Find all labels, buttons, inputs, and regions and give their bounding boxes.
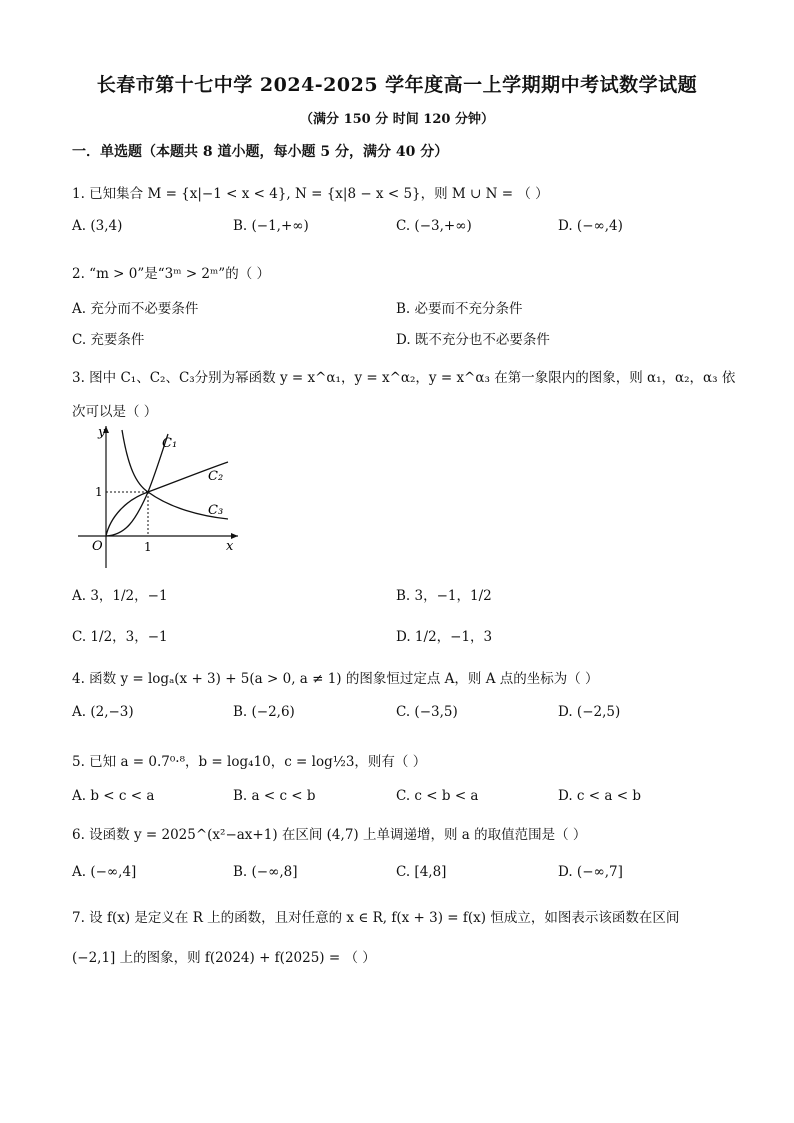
q1-option-d[interactable]: D. (−∞,4) — [558, 218, 623, 234]
q4-option-c[interactable]: C. (−3,5) — [396, 704, 458, 720]
y-axis-label: y — [98, 425, 106, 440]
exam-title: 长春市第十七中学 2024-2025 学年度高一上学期期中考试数学试题 — [96, 74, 698, 96]
tick-label-x1: 1 — [144, 540, 152, 554]
question-4-stem: 4. 函数 y = logₐ(x + 3) + 5(a > 0, a ≠ 1) 的图象恒过定点 A，则 A 点的坐标为（ ） — [72, 671, 599, 687]
q4-option-b[interactable]: B. (−2,6) — [233, 704, 295, 720]
q6-option-d[interactable]: D. (−∞,7] — [558, 864, 623, 880]
q2-option-d[interactable]: D. 既不充分也不必要条件 — [396, 332, 550, 348]
q1-option-a[interactable]: A. (3,4) — [72, 218, 123, 234]
q1-option-b[interactable]: B. (−1,+∞) — [233, 218, 309, 234]
q1-option-c[interactable]: C. (−3,+∞) — [396, 218, 472, 234]
q6-option-b[interactable]: B. (−∞,8] — [233, 864, 298, 880]
q3-option-d[interactable]: D. 1/2，−1，3 — [396, 629, 493, 645]
q6-option-c[interactable]: C. [4,8] — [396, 864, 447, 880]
q5-option-c[interactable]: C. c < b < a — [396, 788, 479, 804]
curve-label-c1: C₁ — [162, 436, 178, 451]
q2-option-c[interactable]: C. 充要条件 — [72, 332, 145, 348]
q6-option-a[interactable]: A. (−∞,4] — [72, 864, 137, 880]
q5-option-b[interactable]: B. a < c < b — [233, 788, 316, 804]
curve-label-c3: C₃ — [208, 503, 224, 518]
question-3-stem-line1: 3. 图中 C₁、C₂、C₃分别为幂函数 y = x^α₁，y = x^α₂，y = x^α₃ 在第一象限内的图象，则 α₁，α₂，α₃ 依 — [72, 370, 736, 386]
q3-option-a[interactable]: A. 3，1/2，−1 — [72, 588, 168, 604]
origin-label: O — [92, 539, 103, 554]
power-function-graph — [70, 422, 245, 570]
exam-subtitle: （满分 150 分 时间 120 分钟） — [300, 112, 494, 127]
q2-option-a[interactable]: A. 充分而不必要条件 — [72, 301, 199, 317]
q3-option-b[interactable]: B. 3，−1，1/2 — [396, 588, 492, 604]
q5-option-a[interactable]: A. b < c < a — [72, 788, 155, 804]
q3-option-c[interactable]: C. 1/2，3，−1 — [72, 629, 168, 645]
q4-option-a[interactable]: A. (2,−3) — [72, 704, 134, 720]
question-6-stem: 6. 设函数 y = 2025^(x²−ax+1) 在区间 (4,7) 上单调递增，则 a 的取值范围是（ ） — [72, 827, 587, 843]
question-5-stem: 5. 已知 a = 0.7⁰·⁸，b = log₄10，c = log½3，则有（ ） — [72, 754, 427, 770]
x-axis-label: x — [226, 539, 234, 554]
question-1-stem: 1. 已知集合 M = {x|−1 < x < 4}, N = {x|8 − x < 5}，则 M ∪ N = （ ） — [72, 186, 549, 202]
question-2-stem: 2. “m > 0”是“3ᵐ > 2ᵐ”的（ ） — [72, 266, 270, 282]
curve-c1 — [106, 434, 168, 536]
q2-option-b[interactable]: B. 必要而不充分条件 — [396, 301, 523, 317]
question-3-stem-line2: 次可以是（ ） — [72, 404, 158, 420]
q5-option-d[interactable]: D. c < a < b — [558, 788, 641, 804]
question-7-stem-line2: (−2,1] 上的图象，则 f(2024) + f(2025) = （ ） — [72, 950, 376, 966]
curve-label-c2: C₂ — [208, 469, 224, 484]
section-heading: 一．单选题（本题共 8 道小题，每小题 5 分，满分 40 分） — [72, 144, 449, 160]
tick-label-y1: 1 — [95, 485, 103, 499]
question-7-stem-line1: 7. 设 f(x) 是定义在 R 上的函数，且对任意的 x ∈ R, f(x + 3) = f(x) 恒成立，如图表示该函数在区间 — [72, 910, 680, 926]
q4-option-d[interactable]: D. (−2,5) — [558, 704, 621, 720]
